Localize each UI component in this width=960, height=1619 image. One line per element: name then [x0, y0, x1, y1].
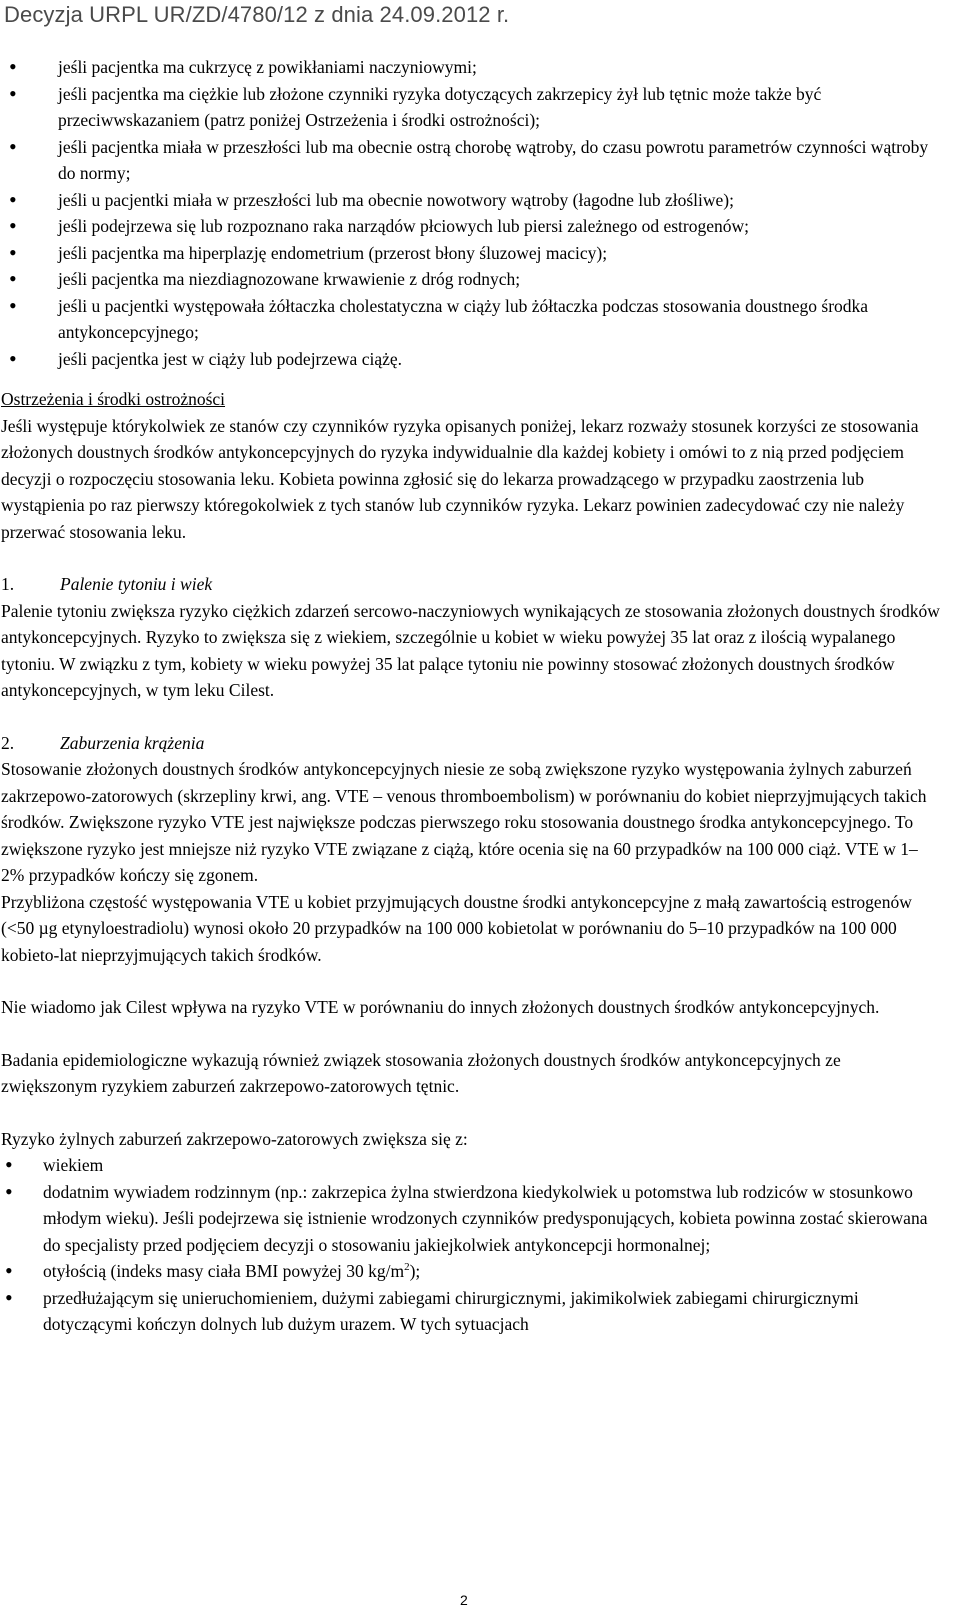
list-item: • jeśli pacjentka jest w ciąży lub podejrzewa ciążę.: [0, 346, 940, 373]
list-item: • jeśli pacjentka ma ciężkie lub złożone czynniki ryzyka dotyczących zakrzepicy żył lub tętnic może także być przeciwwskazaniem (patrz poniżej Ostrzeżenia i środki ostrożności);: [0, 81, 940, 134]
section-2-paragraph: Badania epidemiologiczne wykazują również związek stosowania złożonych doustnych środków antykoncepcyjnych ze zwiększonym ryzykiem zaburzeń zakrzepowo-zatorowych tętnic.: [1, 1049, 841, 1096]
list-item: • jeśli pacjentka ma niezdiagnozowane krwawienie z dróg rodnych;: [0, 266, 940, 293]
warnings-heading: Ostrzeżenia i środki ostrożności: [1, 389, 226, 409]
list-item: [0, 1258, 940, 1285]
section-2-paragraph: Ryzyko żylnych zaburzeń zakrzepowo-zatorowych zwiększa się z:: [1, 1128, 468, 1149]
list-item: • jeśli pacjentka ma hiperplazję endometrium (przerost błony śluzowej macicy);: [0, 240, 940, 267]
page-number: 2: [460, 1592, 468, 1608]
contraindications-list: [0, 54, 940, 372]
superscript: 2: [404, 1261, 410, 1274]
risk-factors-list: [0, 1152, 940, 1338]
section-1-number: 1.: [1, 574, 15, 594]
list-item: • jeśli u pacjentki miała w przeszłości lub ma obecnie nowotwory wątroby (łagodne lub złośliwe);: [0, 187, 940, 214]
list-item: • dodatnim wywiadem rodzinnym (np.: zakrzepica żylna stwierdzona kiedykolwiek u potomstwa lub rodziców w stosunkowo młodym wieku). Jeśli podejrzewa się istnienie wrodzonych czynników predysponujących, kobieta powinna zostać skierowana do specjalisty przed podjęciem decyzji o stosowaniu jakiejkolwiek antykoncepcji hormonalnej;: [0, 1179, 940, 1259]
list-item: • jeśli pacjentka miała w przeszłości lub ma obecnie ostrą chorobę wątroby, do czasu powrotu parametrów czynności wątroby do normy;: [0, 134, 940, 187]
section-2-paragraph: Stosowanie złożonych doustnych środków antykoncepcyjnych niesie ze sobą zwiększone ryzyko występowania żylnych zaburzeń zakrzepowo-zatorowych (skrzepliny krwi, ang. VTE – venous thromboembolism) w porównaniu do kobiet nieprzyjmujących takich środków. Zwiększone ryzyko VTE jest największe podczas pierwszego roku stosowania doustnego środka antykoncepcyjnego. To zwiększone ryzyko jest mniejsze niż ryzyko VTE związane z ciążą, które ocenia się na 60 przypadków na 100 000 ciąż. VTE w 1–2% przypadków kończy się zgonem.: [1, 759, 927, 885]
document-body: [0, 54, 940, 1338]
section-2-number: 2.: [1, 732, 15, 753]
section-2-heading: [0, 730, 940, 757]
section-1-title: Palenie tytoniu i wiek: [60, 574, 213, 594]
section-2-paragraph: Nie wiadomo jak Cilest wpływa na ryzyko VTE w porównaniu do innych złożonych doustnych środków antykoncepcyjnych.: [1, 997, 880, 1017]
list-item: • jeśli u pacjentki występowała żółtaczka cholestatyczna w ciąży lub żółtaczka podczas stosowania doustnego środka antykoncepcyjnego;: [0, 293, 940, 346]
list-item: • jeśli podejrzewa się lub rozpoznano raka narządów płciowych lub piersi zależnego od estrogenów;: [0, 213, 940, 240]
list-item: • wiekiem: [0, 1152, 940, 1179]
document-header: Decyzja URPL UR/ZD/4780/12 z dnia 24.09.2012 r.: [4, 2, 510, 27]
section-1-text: Palenie tytoniu zwiększa ryzyko ciężkich zdarzeń sercowo-naczyniowych wynikających ze stosowania złożonych doustnych środków antykoncepcyjnych. Ryzyko to zwiększa się z wiekiem, szczególnie u kobiet w wieku powyżej 35 lat oraz z ilością wypalanego tytoniu. W związku z tym, kobiety w wieku powyżej 35 lat palące tytoniu nie powinny stosować złożonych doustnych środków antykoncepcyjnych, w tym leku Cilest.: [1, 600, 940, 700]
section-1-heading: [0, 571, 940, 598]
risk-item-suffix: );: [409, 1261, 421, 1281]
warnings-intro: Jeśli występuje którykolwiek ze stanów czy czynników ryzyka opisanych poniżej, lekarz rozważy stosunek korzyści ze stosowania złożonych doustnych środków antykoncepcyjnych do ryzyka indywidualnie dla każdej kobiety i omówi to z nią przed podjęciem decyzji o rozpoczęciu stosowania leku. Kobieta powinna zgłosić się do lekarza prowadzącego w przypadku zaostrzenia lub wystąpienia po raz pierwszy któregokolwiek z tych stanów lub czynników ryzyka. Lekarz powinien zadecydować czy nie należy przerwać stosowania leku.: [1, 415, 919, 542]
list-item: • jeśli pacjentka ma cukrzycę z powikłaniami naczyniowymi;: [0, 54, 940, 81]
section-2-paragraph: Przybliżona częstość występowania VTE u kobiet przyjmujących doustne środki antykoncepcyjne z małą zawartością estrogenów (<50 µg etynyloestradiolu) wynosi około 20 przypadków na 100 000 kobietolat w porównaniu do 5–10 przypadków na 100 000 kobieto-lat nieprzyjmujących takich środków.: [1, 891, 912, 965]
list-item: • przedłużającym się unieruchomieniem, dużymi zabiegami chirurgicznymi, jakimikolwiek zabiegami chirurgicznymi dotyczącymi kończyn dolnych lub dużym urazem. W tych sytuacjach: [0, 1285, 940, 1338]
risk-item-text: otyłością (indeks masy ciała BMI powyżej 30 kg/m: [43, 1261, 405, 1281]
section-2-title: Zaburzenia krążenia: [60, 732, 205, 753]
